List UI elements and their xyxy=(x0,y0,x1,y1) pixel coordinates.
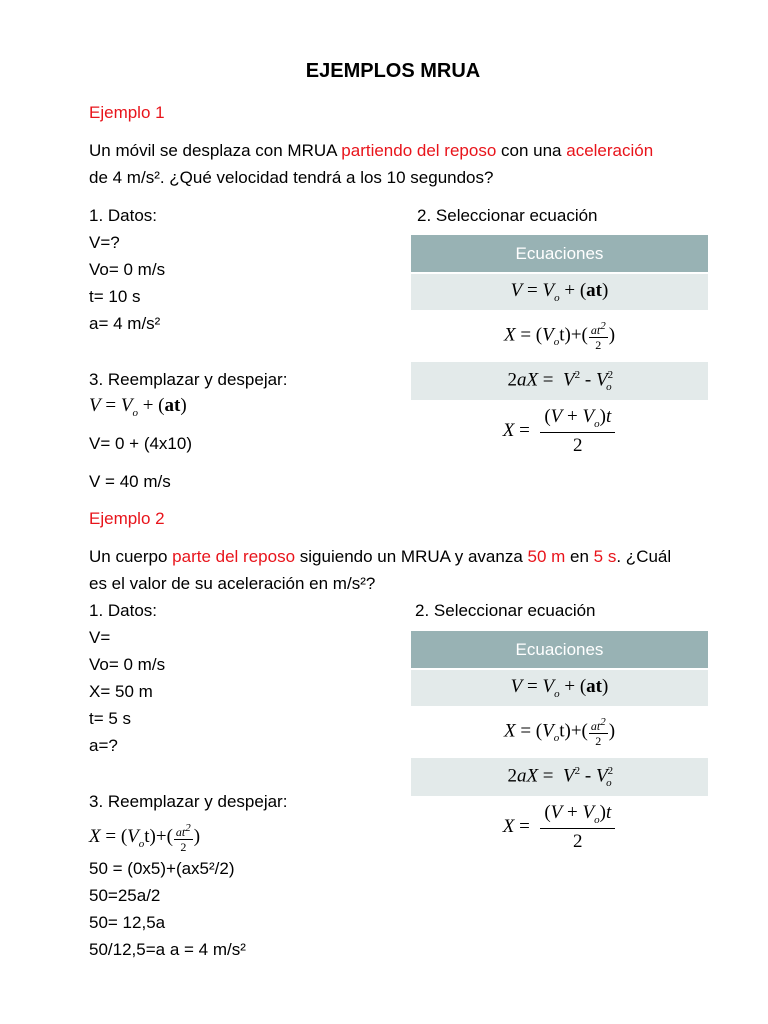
problem-text: siguiendo un MRUA y avanza xyxy=(295,547,528,566)
example-2-data-heading: 1. Datos: xyxy=(89,601,158,620)
equation-position: $X = (V_ot)+$( $\frac{at^2}{2}$ ) xyxy=(411,707,708,757)
equations-table-2 xyxy=(411,631,708,858)
example-1-select-heading: 2. Seleccionar ecuación xyxy=(417,206,598,225)
example-1-problem-line-2: de 4 m/s². ¿Qué velocidad tendrá a los 10 segundos? xyxy=(89,168,494,187)
example-2-select-heading: 2. Seleccionar ecuación xyxy=(415,601,596,620)
table-header: Ecuaciones xyxy=(411,235,708,273)
page-title: EJEMPLOS MRUA xyxy=(305,60,481,82)
problem-highlight: 50 m xyxy=(527,547,566,566)
example-1-data-line: V=? xyxy=(89,233,120,252)
example-2-result: 50/12,5=a a = 4 m/s² xyxy=(89,940,246,959)
equation-average: X = $\frac{(V + V_o)t}{2}$ xyxy=(411,797,708,857)
example-1-step: V= 0 + (4x10) xyxy=(89,434,193,453)
example-1-data-line: a= 4 m/s² xyxy=(89,314,161,333)
problem-text: en xyxy=(565,547,594,566)
example-1-chosen-equation: $V = V_o + (at)$ xyxy=(89,395,187,419)
example-1-replace-heading: 3. Reemplazar y despejar: xyxy=(89,370,288,389)
problem-highlight: 5 s xyxy=(593,547,617,566)
example-2-step: 50= 12,5a xyxy=(89,913,166,932)
example-2-data-line: t= 5 s xyxy=(89,709,132,728)
example-1-result: V = 40 m/s xyxy=(89,472,171,491)
example-1-data-heading: 1. Datos: xyxy=(89,206,158,225)
problem-text: . ¿Cuál xyxy=(616,547,672,566)
example-2-replace-heading: 3. Reemplazar y despejar: xyxy=(89,792,288,811)
problem-highlight: aceleración xyxy=(566,141,654,160)
example-2-data-line: V= xyxy=(89,628,111,647)
example-2-data-line: X= 50 m xyxy=(89,682,153,701)
example-2-data-line: a=? xyxy=(89,736,118,755)
example-2-problem-line-1 xyxy=(89,547,671,567)
equation-position: $X = (V_ot)+$( $\frac{at^2}{2}$ ) xyxy=(411,311,708,361)
equation-timeless: $2aX = V^2 - V^2_o$ xyxy=(411,361,708,401)
equations-table-1 xyxy=(411,235,708,462)
example-1-data-line: t= 10 s xyxy=(89,287,141,306)
equation-velocity: $V = V_o + (at)$ xyxy=(411,273,708,311)
example-1-problem-line-1 xyxy=(89,141,653,161)
example-2-step: 50 = (0x5)+(ax5²/2) xyxy=(89,859,235,878)
example-2-step: 50=25a/2 xyxy=(89,886,161,905)
example-1-data-line: Vo= 0 m/s xyxy=(89,260,166,279)
equation-timeless: $2aX = V^2 - V^2_o$ xyxy=(411,757,708,797)
table-header: Ecuaciones xyxy=(411,631,708,669)
example-2-chosen-equation: $X = (V_ot)+$( $\frac{at^2}{2}$ ) xyxy=(89,821,201,854)
problem-text: Un móvil se desplaza con MRUA xyxy=(89,141,342,160)
problem-highlight: parte del reposo xyxy=(172,547,296,566)
example-2-data-line: Vo= 0 m/s xyxy=(89,655,166,674)
problem-text: con una xyxy=(496,141,567,160)
equation-velocity: $V = V_o + (at)$ xyxy=(411,669,708,707)
problem-highlight: partiendo del reposo xyxy=(341,141,497,160)
example-2-problem-line-2: es el valor de su aceleración en m/s²? xyxy=(89,574,376,593)
problem-text: Un cuerpo xyxy=(89,547,173,566)
equation-average: X = $\frac{(V + V_o)t}{2}$ xyxy=(411,401,708,461)
example-2-heading: Ejemplo 2 xyxy=(89,509,165,528)
example-1-heading: Ejemplo 1 xyxy=(89,103,165,122)
